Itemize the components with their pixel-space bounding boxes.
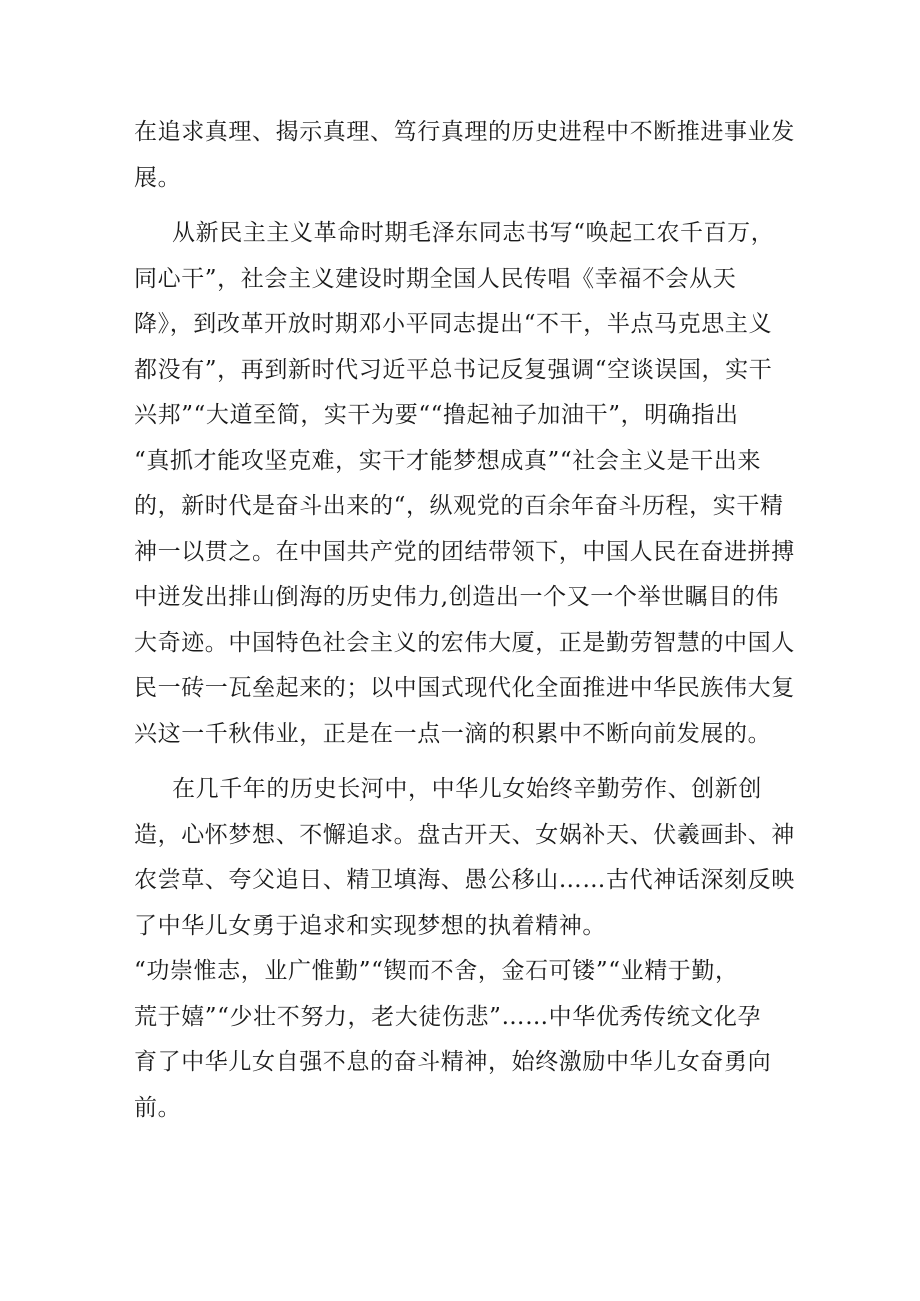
text-line: 的，新时代是奋斗出来的“，纵观党的百余年奋斗历程，实干精	[134, 493, 784, 519]
paragraph-1	[134, 110, 794, 201]
text-line: 育了中华儿女自强不息的奋斗精神，始终激励中华儿女奋勇向	[134, 1049, 772, 1075]
text-line: 兴邦”“大道至简，实干为要““撸起袖子加油干”，明确指出	[134, 402, 739, 428]
text-line: 都没有”，再到新时代习近平总书记反复强调“空谈误国，实干	[134, 356, 773, 383]
paragraph-3	[134, 767, 794, 949]
text-line: 了中华儿女勇于追求和实现梦想的执着精神。	[134, 912, 606, 939]
text-line: 从新民主主义革命时期毛泽东同志书写“唤起工农千百万，	[172, 220, 775, 246]
paragraph-4	[134, 949, 794, 1131]
text-line: 造，心怀梦想、不懈追求。盘古开天、女娲补天、伏羲画卦、神	[134, 821, 795, 848]
text-line: 在几千年的历史长河中，中华儿女始终辛勤劳作、创新创	[172, 776, 762, 802]
text-line: 荒于嬉”“少壮不努力，老大徒伤悲”……中华优秀传统文化孕	[134, 1003, 762, 1030]
text-line: 兴这一千秋伟业，正是在一点一滴的积累中不断向前发展的。	[134, 720, 772, 747]
text-line: 民一砖一瓦垒起来的；以中国式现代化全面推进中华民族伟大复	[134, 675, 795, 701]
document-body	[134, 110, 794, 1131]
text-line: 农尝草、夸父追日、精卫填海、愚公移山……古代神话深刻反映	[134, 867, 795, 893]
text-line: 神一以贯之。在中国共产党的团结带领下，中国人民在奋进拼搏	[134, 538, 795, 565]
text-line: 降》，到改革开放时期邓小平同志提出“不干，半点马克思主义	[134, 311, 773, 337]
text-line: 大奇迹。中国特色社会主义的宏伟大厦，正是勤劳智慧的中国人	[134, 629, 795, 656]
text-line: 前。	[134, 1094, 182, 1121]
text-line: “功崇惟志，业广惟勤”“锲而不舍，金石可镂”“业精于勤，	[134, 958, 739, 984]
paragraph-2	[134, 211, 794, 757]
text-line: “真抓才能攻坚克难，实干才能梦想成真”“社会主义是干出来	[134, 447, 762, 474]
text-line: 同心干”，社会主义建设时期全国人民传唱《幸福不会从天	[134, 265, 737, 292]
text-line: 展。	[134, 164, 182, 191]
text-line: 中迸发出排山倒海的历史伟力,创造出一个又一个举世瞩目的伟	[134, 584, 780, 610]
text-line: 在追求真理、揭示真理、笃行真理的历史进程中不断推进事业发	[134, 119, 795, 145]
